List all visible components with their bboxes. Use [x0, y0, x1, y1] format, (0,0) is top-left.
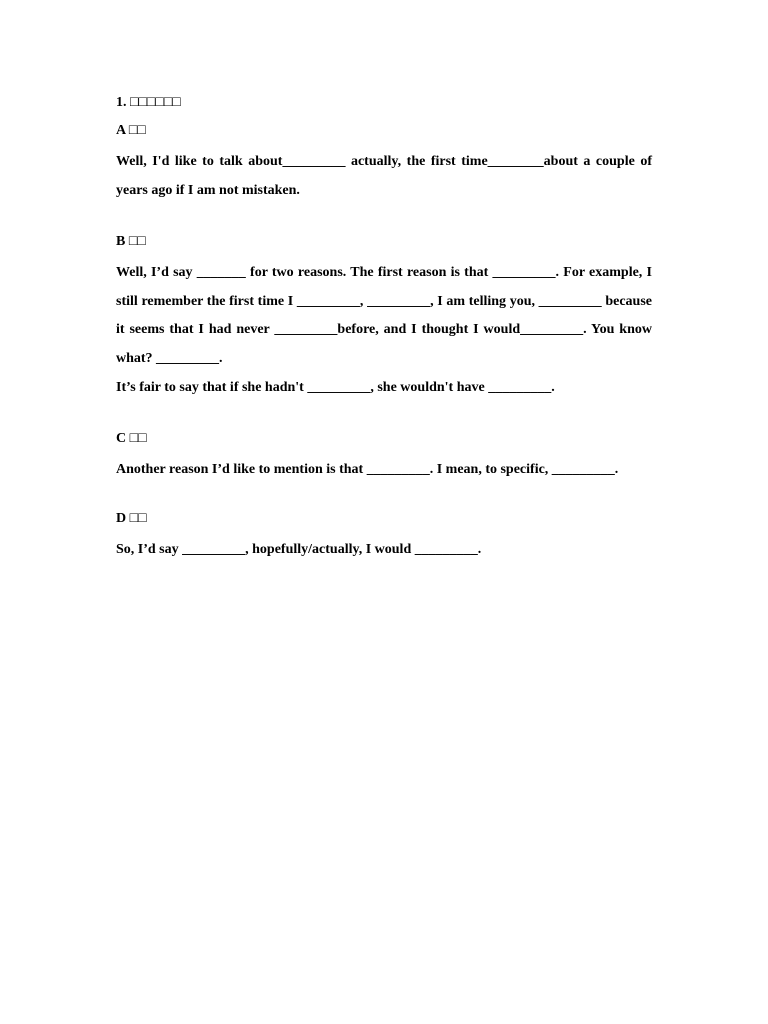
section-paragraph: It’s fair to say that if she hadn't _________, she wouldn't have _________.	[116, 379, 555, 395]
section-d	[116, 508, 652, 565]
section-spacer	[116, 484, 652, 508]
section-a	[116, 120, 652, 205]
document-title: 1. □□□□□□	[116, 95, 181, 110]
section-label: A □□	[116, 123, 146, 138]
section-label: C □□	[116, 430, 147, 446]
section-spacer	[116, 402, 652, 428]
document-page	[116, 92, 652, 565]
section-c	[116, 428, 652, 485]
section-b	[116, 231, 652, 401]
section-spacer	[116, 205, 652, 231]
section-paragraph: Well, I'd like to talk about_________ actually, the first time________about a couple of years ago if I am not mistaken.	[116, 154, 652, 198]
section-paragraph: Well, I’d say _______ for two reasons. The first reason is that _________. For example, I still remember the first time I _________, _________, I am telling you, _________ because it seems that I had never _________before, and I thought I would_________. You know what? _________.	[116, 265, 652, 366]
section-paragraph: So, I’d say _________, hopefully/actually, I would _________.	[116, 542, 482, 558]
section-paragraph: Another reason I’d like to mention is that _________. I mean, to specific, _________.	[116, 461, 619, 477]
section-label: D □□	[116, 511, 147, 527]
section-label: B □□	[116, 234, 146, 250]
